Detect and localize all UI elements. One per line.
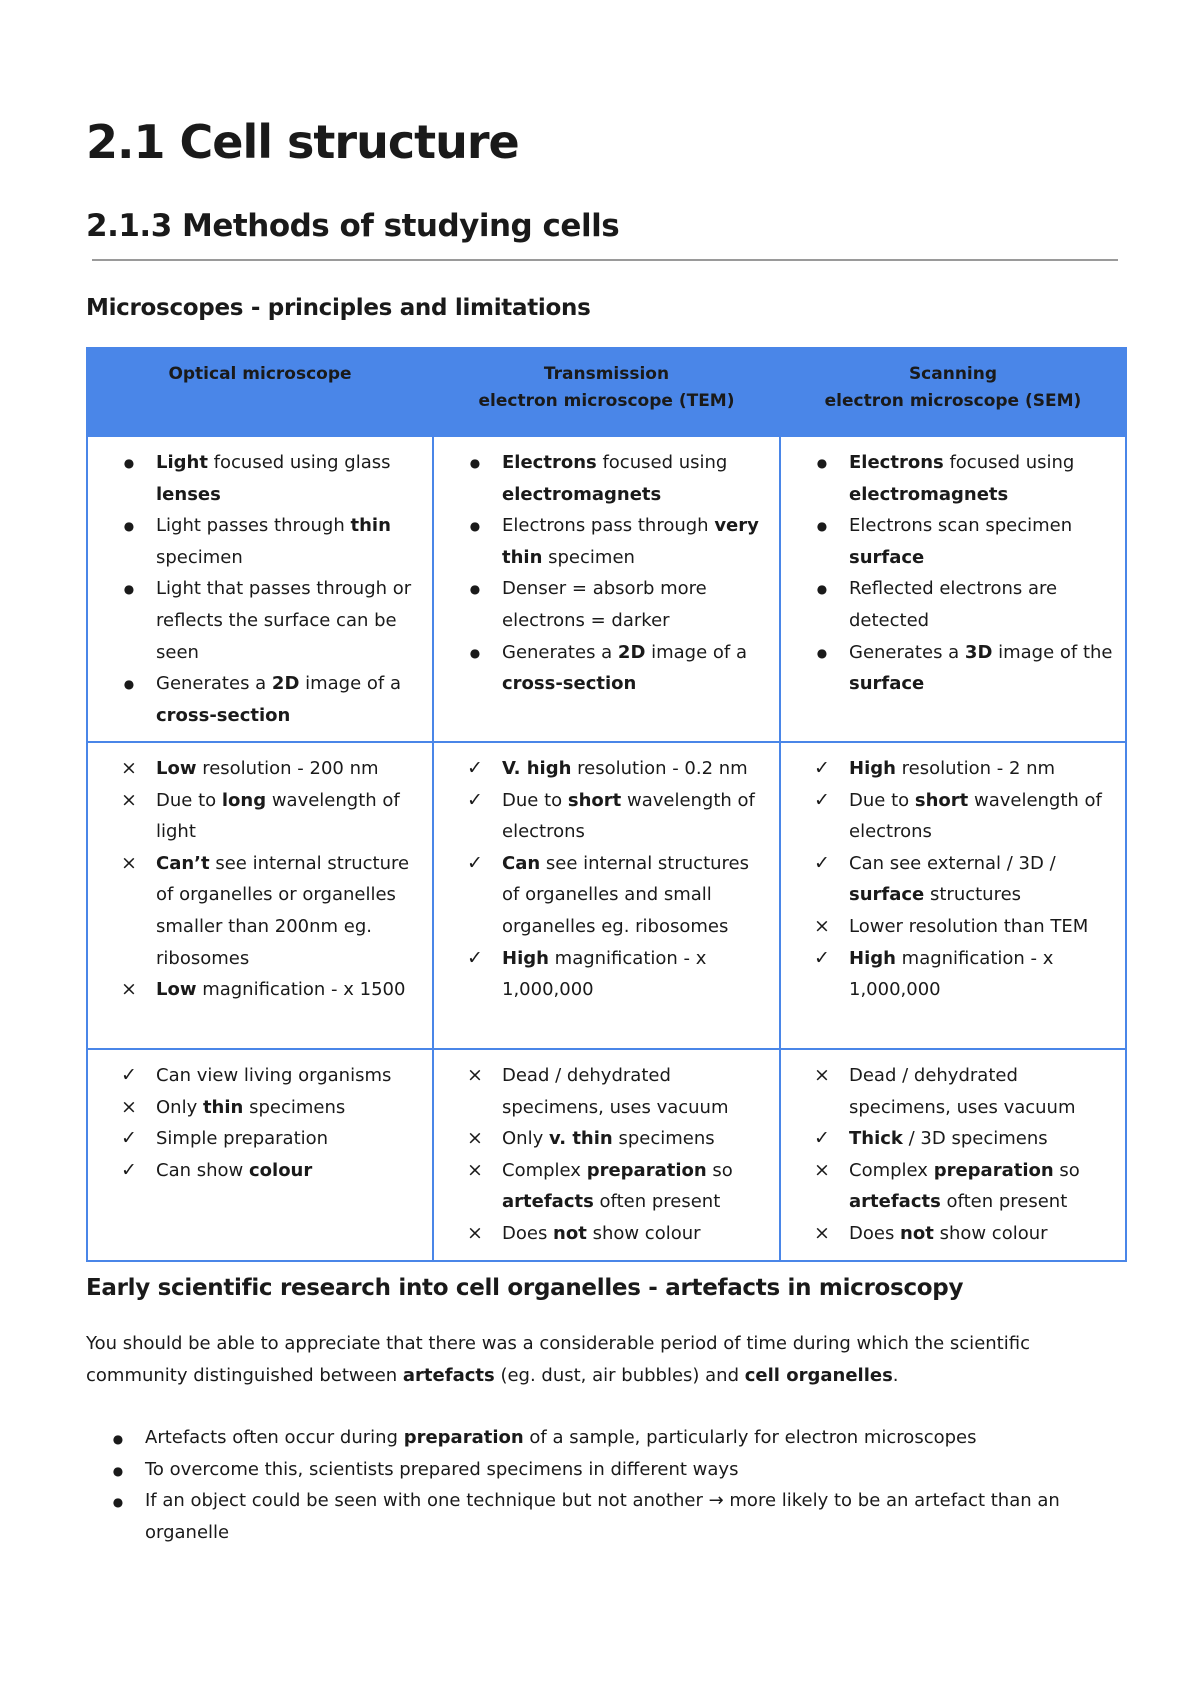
text-segment: Complex xyxy=(849,1159,934,1181)
text-segment: show colour xyxy=(933,1222,1048,1244)
cross-mark-icon xyxy=(118,848,140,881)
text-segment: resolution - 200 nm xyxy=(196,758,379,779)
text-segment: Simple preparation xyxy=(156,1128,329,1150)
text-segment: wavelength of light xyxy=(156,789,400,843)
bold-text: preparation xyxy=(586,1159,707,1181)
section-heading-microscopes: Microscopes - principles and limitations xyxy=(86,295,591,321)
list-item xyxy=(781,1155,1117,1218)
cell-list xyxy=(88,753,424,1006)
list-item xyxy=(434,848,771,943)
table-cell xyxy=(433,1049,780,1261)
check-mark-icon xyxy=(118,1123,140,1156)
bullet-dot-icon xyxy=(118,573,140,606)
text-segment: of a sample, particularly for electron microscopes xyxy=(523,1427,977,1448)
list-item xyxy=(781,753,1117,785)
text-segment: wavelength of electrons xyxy=(502,789,755,843)
text-segment: specimens xyxy=(612,1128,715,1150)
text-segment: Reflected electrons are detected xyxy=(849,578,1058,631)
text-segment: image of the xyxy=(992,641,1113,663)
column-header-line: electron microscope (SEM) xyxy=(824,391,1082,411)
check-mark-icon xyxy=(811,753,833,786)
text-segment: focused using glass xyxy=(207,452,391,473)
check-mark-icon xyxy=(811,943,833,976)
text-segment: Can see external / 3D / xyxy=(849,852,1056,874)
list-item xyxy=(781,573,1117,636)
text-segment: resolution - 2 nm xyxy=(895,758,1056,779)
text-segment: magnification - x 1500 xyxy=(196,979,406,1001)
list-item xyxy=(88,848,424,974)
table-cell xyxy=(780,1049,1126,1261)
cell-list xyxy=(781,753,1117,1006)
text-segment: Light that passes through or reflects the surface can be seen xyxy=(156,578,412,663)
check-mark-icon xyxy=(464,848,486,881)
text-segment: Does xyxy=(849,1222,901,1244)
cell-list xyxy=(88,1060,424,1186)
column-header-line: Optical microscope xyxy=(168,364,352,384)
text-segment: Due to xyxy=(156,789,222,811)
list-item xyxy=(434,785,771,848)
text-segment: Only xyxy=(156,1096,203,1118)
text-segment: structures xyxy=(924,884,1022,906)
cross-mark-icon xyxy=(118,1092,140,1125)
cell-list xyxy=(434,447,771,700)
bullet-dot-icon xyxy=(118,510,140,543)
list-item xyxy=(88,573,424,668)
bullet-dot-icon xyxy=(811,447,833,480)
bold-text: short xyxy=(914,789,969,811)
text-segment: / 3D specimens xyxy=(902,1128,1048,1150)
table-cell xyxy=(433,436,780,742)
list-item xyxy=(434,573,771,636)
bullet-dot-icon xyxy=(118,668,140,701)
bullet-dot-icon xyxy=(108,1485,128,1519)
text-segment: To overcome this, scientists prepared specimens in different ways xyxy=(145,1458,739,1480)
microscope-comparison-table xyxy=(86,347,1127,1262)
column-header-sem xyxy=(780,348,1126,436)
list-item xyxy=(88,447,424,510)
text-segment: wavelength of electrons xyxy=(849,789,1102,843)
cell-list xyxy=(781,1060,1117,1250)
bold-text: Can’t xyxy=(156,852,210,874)
column-header-line: Transmission xyxy=(543,364,670,384)
table-cell xyxy=(780,742,1126,1049)
cell-list xyxy=(781,447,1117,700)
text-segment: . xyxy=(892,1365,899,1386)
text-segment: specimens xyxy=(243,1096,346,1118)
list-item xyxy=(88,785,424,848)
bold-text: Electrons xyxy=(502,452,597,473)
list-item xyxy=(434,510,771,573)
bullet-dot-icon xyxy=(108,1454,128,1488)
bullet-dot-icon xyxy=(464,447,486,480)
text-segment: Lower resolution than TEM xyxy=(849,915,1089,937)
bold-text: Thick xyxy=(849,1128,903,1150)
cross-mark-icon xyxy=(464,1155,486,1188)
text-segment: Electrons pass through xyxy=(502,515,715,537)
list-item xyxy=(434,637,771,700)
text-segment: see internal structure of organelles or organelles smaller than 200nm eg. ribosomes xyxy=(156,852,410,969)
bullet-dot-icon xyxy=(464,510,486,543)
list-item xyxy=(86,1485,1126,1548)
bold-text: very thin xyxy=(502,515,759,568)
text-segment: often present xyxy=(593,1191,721,1213)
check-mark-icon xyxy=(811,785,833,818)
text-segment: If an object could be seen with one technique but not another → more likely to be an artefact than an organelle xyxy=(145,1490,1060,1543)
column-header-tem xyxy=(433,348,780,436)
bold-text: High xyxy=(849,947,896,969)
cross-mark-icon xyxy=(464,1123,486,1156)
list-item xyxy=(781,510,1117,573)
list-item xyxy=(88,1060,424,1092)
list-item xyxy=(781,785,1117,848)
cross-mark-icon xyxy=(464,1060,486,1093)
check-mark-icon xyxy=(118,1060,140,1093)
bold-text: long xyxy=(221,789,267,811)
text-segment: (eg. dust, air bubbles) and xyxy=(494,1365,745,1386)
section-divider xyxy=(92,259,1118,261)
text-segment: You should be able to appreciate that there was a considerable period of time during which the scientific community distinguished between xyxy=(86,1333,1030,1386)
bold-text: cell organelles xyxy=(744,1365,893,1386)
cell-list xyxy=(88,447,424,731)
text-segment: Due to xyxy=(502,789,568,811)
check-mark-icon xyxy=(464,785,486,818)
check-mark-icon xyxy=(464,753,486,786)
check-mark-icon xyxy=(464,943,486,976)
text-segment: focused using xyxy=(596,452,728,473)
bold-text: v. thin xyxy=(548,1128,613,1150)
bold-text: surface xyxy=(849,546,925,568)
bullet-dot-icon xyxy=(118,447,140,480)
cell-list xyxy=(434,753,771,1006)
bold-text: artefacts xyxy=(849,1191,941,1213)
list-item xyxy=(781,1060,1117,1123)
bold-text: not xyxy=(900,1222,934,1244)
text-segment: Can view living organisms xyxy=(156,1065,392,1086)
text-segment: Artefacts often occur during xyxy=(145,1427,404,1448)
text-segment: Generates a xyxy=(502,641,618,663)
list-item xyxy=(88,1155,424,1187)
bold-text: thin xyxy=(202,1096,244,1118)
cross-mark-icon xyxy=(811,911,833,944)
list-item xyxy=(781,447,1117,510)
bold-text: not xyxy=(553,1222,587,1244)
text-segment: magnification - x 1,000,000 xyxy=(502,947,707,1001)
bold-text: colour xyxy=(248,1159,313,1181)
bold-text: artefacts xyxy=(402,1365,495,1386)
bold-text: surface xyxy=(849,884,925,906)
text-segment: Dead / dehydrated specimens, uses vacuum xyxy=(502,1065,729,1118)
bold-text: Electrons xyxy=(849,452,944,473)
bullet-dot-icon xyxy=(108,1422,128,1456)
bold-text: High xyxy=(849,758,896,779)
cross-mark-icon xyxy=(118,753,140,786)
text-segment: Generates a xyxy=(849,641,965,663)
text-segment: Denser = absorb more electrons = darker xyxy=(502,578,707,631)
list-item xyxy=(781,637,1117,700)
text-segment: so xyxy=(1053,1159,1080,1181)
bold-text: Can xyxy=(502,852,541,874)
bold-text: V. high xyxy=(502,758,572,779)
text-segment: Dead / dehydrated specimens, uses vacuum xyxy=(849,1065,1076,1118)
list-item xyxy=(434,1218,771,1250)
check-mark-icon xyxy=(811,1123,833,1156)
list-item xyxy=(781,911,1117,943)
text-segment: Light passes through xyxy=(156,515,351,537)
section-heading-artefacts: Early scientific research into cell organelles - artefacts in microscopy xyxy=(86,1275,964,1301)
artefacts-bullet-list xyxy=(86,1422,1126,1548)
text-segment: image of a xyxy=(299,673,402,695)
list-item xyxy=(88,753,424,785)
column-header-line: electron microscope (TEM) xyxy=(478,391,735,411)
cross-mark-icon xyxy=(118,974,140,1007)
text-segment: image of a xyxy=(645,641,748,663)
text-segment: magnification - x 1,000,000 xyxy=(849,947,1054,1001)
bold-text: lenses xyxy=(156,483,221,505)
bold-text: Light xyxy=(156,452,208,473)
text-segment: Does xyxy=(502,1222,554,1244)
cross-mark-icon xyxy=(811,1060,833,1093)
list-item xyxy=(434,943,771,1006)
list-item xyxy=(86,1454,1126,1486)
table-row-resolution xyxy=(87,742,1126,1049)
table-cell xyxy=(87,742,433,1049)
table-cell xyxy=(87,1049,433,1261)
list-item xyxy=(86,1422,1126,1454)
list-item xyxy=(434,1123,771,1155)
bold-text: thin xyxy=(350,515,391,537)
table-row-principles xyxy=(87,436,1126,742)
cross-mark-icon xyxy=(811,1155,833,1188)
bold-text: surface xyxy=(849,673,925,695)
table-cell xyxy=(433,742,780,1049)
bold-text: electromagnets xyxy=(849,483,1009,505)
list-item xyxy=(434,1060,771,1123)
list-item xyxy=(781,848,1117,911)
bold-text: 2D xyxy=(271,673,300,695)
bullet-dot-icon xyxy=(811,573,833,606)
bullet-dot-icon xyxy=(464,573,486,606)
table-cell xyxy=(780,436,1126,742)
bold-text: High xyxy=(502,947,549,969)
list-item xyxy=(434,753,771,785)
bold-text: Low xyxy=(156,979,197,1001)
text-segment: Only xyxy=(502,1128,549,1150)
text-segment: often present xyxy=(940,1191,1068,1213)
table-row-specimens xyxy=(87,1049,1126,1261)
text-segment: resolution - 0.2 nm xyxy=(571,758,748,779)
text-segment: Generates a xyxy=(156,673,272,695)
text-segment: Electrons scan specimen xyxy=(849,515,1073,537)
list-item xyxy=(781,943,1117,1006)
list-item xyxy=(88,974,424,1006)
text-segment: so xyxy=(706,1159,733,1181)
bold-text: electromagnets xyxy=(502,483,662,505)
cell-list xyxy=(434,1060,771,1250)
cross-mark-icon xyxy=(464,1218,486,1251)
bold-text: short xyxy=(567,789,622,811)
text-segment: specimen xyxy=(542,546,635,568)
bold-text: artefacts xyxy=(502,1191,594,1213)
cross-mark-icon xyxy=(811,1218,833,1251)
bold-text: preparation xyxy=(403,1427,524,1448)
list-item xyxy=(434,1155,771,1218)
bold-text: 2D xyxy=(617,641,646,663)
list-item xyxy=(434,447,771,510)
table-header-row xyxy=(87,348,1126,436)
bold-text: 3D xyxy=(964,641,993,663)
bullet-dot-icon xyxy=(811,510,833,543)
list-item xyxy=(88,1123,424,1155)
list-item xyxy=(781,1218,1117,1250)
cross-mark-icon xyxy=(118,785,140,818)
text-segment: focused using xyxy=(943,452,1075,473)
bold-text: Low xyxy=(156,758,197,779)
intro-paragraph xyxy=(86,1328,1126,1392)
text-segment: specimen xyxy=(156,546,243,568)
text-segment: Can show xyxy=(156,1159,249,1181)
column-header-optical xyxy=(87,348,433,436)
list-item xyxy=(781,1123,1117,1155)
bold-text: preparation xyxy=(933,1159,1054,1181)
bold-text: cross-section xyxy=(156,704,291,726)
list-item xyxy=(88,668,424,731)
text-segment: see internal structures of organelles and small organelles eg. ribosomes xyxy=(502,852,749,937)
text-segment: show colour xyxy=(586,1222,701,1244)
check-mark-icon xyxy=(118,1155,140,1188)
table-cell xyxy=(87,436,433,742)
bullet-dot-icon xyxy=(464,637,486,670)
text-segment: Due to xyxy=(849,789,915,811)
column-header-line: Scanning xyxy=(908,364,998,384)
list-item xyxy=(88,1092,424,1124)
text-segment: Complex xyxy=(502,1159,587,1181)
list-item xyxy=(88,510,424,573)
check-mark-icon xyxy=(811,848,833,881)
bold-text: cross-section xyxy=(502,673,637,695)
bullet-dot-icon xyxy=(811,637,833,670)
page-title: 2.1 Cell structure xyxy=(86,115,519,169)
page-subtitle: 2.1.3 Methods of studying cells xyxy=(86,208,620,244)
